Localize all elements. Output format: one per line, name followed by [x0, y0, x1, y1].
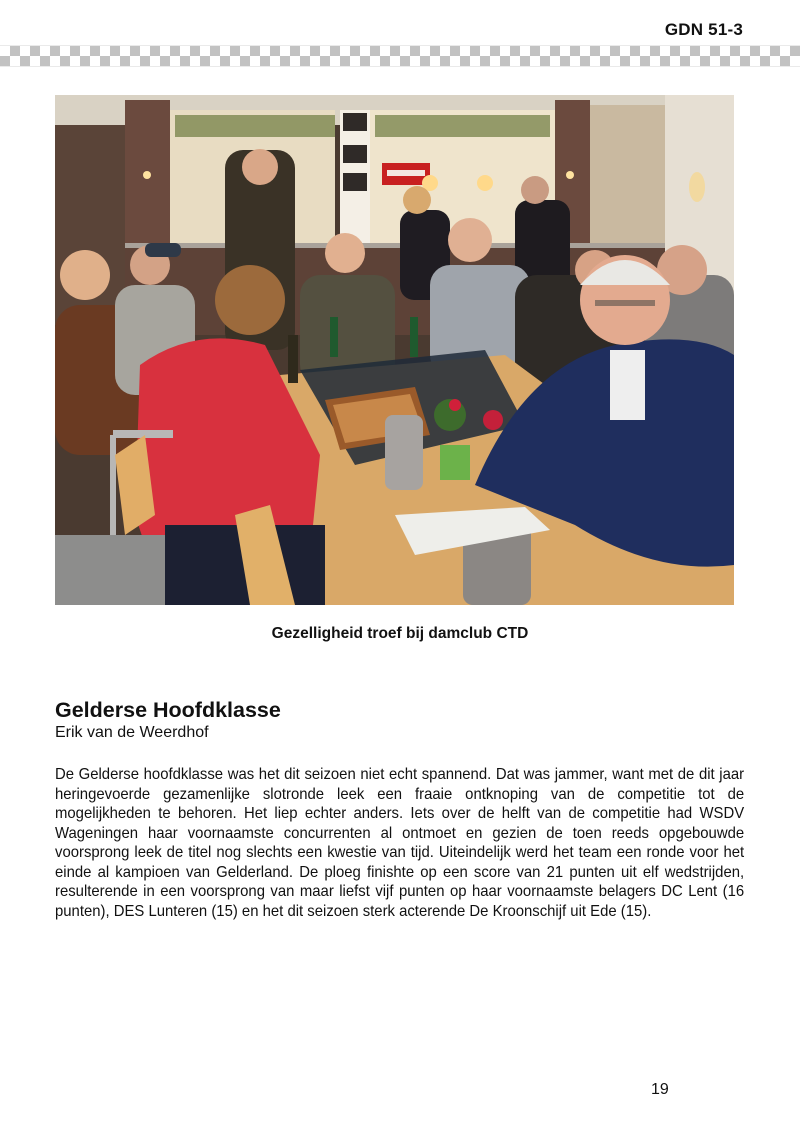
article-author: Erik van de Weerdhof — [55, 724, 209, 741]
checkerboard-divider — [0, 46, 800, 66]
page-number: 19 — [651, 1081, 669, 1098]
article-title: Gelderse Hoofdklasse — [55, 698, 281, 722]
photo-illustration — [55, 95, 734, 605]
article-body: De Gelderse hoofdklasse was het dit seizoen niet echt spannend. Dat was jammer, want met de dit jaar heringevoerde gezamenlijke slotronde leek een fraaie ontknoping van de competitie tot de mogelijkheden te behoren. Het liep echter anders. Iets over de helft van de competitie had WSDV Wageningen haar voornaamste concurrenten al ontmoet en gezien de toen reeds opgebouwde voorsprong leek de titel nog slechts een kwestie van tijd. Uiteindelijk werd het team een ronde voor het einde al kampioen van Gelderland. De ploeg finishte op een score van 21 punten uit elf wedstrijden, resulterende in een voorsprong van maar liefst vijf punten op haar voornaamste belagers DC Lent (16 punten), DES Lunteren (15) en het dit seizoen sterk acterende De Kroonschijf uit Ede (15). — [55, 766, 745, 920]
club-photo — [55, 95, 734, 605]
photo-caption: Gezelligheid troef bij damclub CTD — [271, 625, 529, 642]
issue-code: GDN 51-3 — [664, 20, 743, 39]
